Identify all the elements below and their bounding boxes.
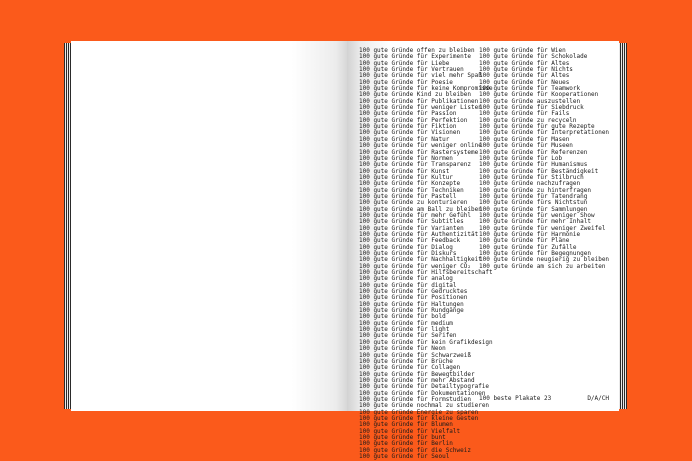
open-book bbox=[64, 41, 627, 460]
text-line: 100 gute Gründe am sich zu arbeiten bbox=[479, 262, 606, 270]
text-line: 100 gute Gründe zu konturieren bbox=[359, 199, 468, 207]
text-line: 100 gute Gründe für Harmonie bbox=[479, 230, 581, 238]
text-line: 100 gute Gründe für digital bbox=[359, 281, 457, 289]
right-page bbox=[347, 41, 619, 460]
text-line: 100 gute Gründe nachzufragen bbox=[479, 180, 581, 188]
text-line: 100 gute Gründe für Schokolade bbox=[479, 53, 588, 61]
text-line: 100 gute Gründe für Interpretationen bbox=[479, 129, 610, 137]
text-line: 100 gute Gründe für Stilbruch bbox=[479, 173, 584, 181]
text-line: 100 gute Gründe für weniger Listen bbox=[359, 104, 482, 112]
text-line: 100 gute Gründe für weniger Show bbox=[479, 211, 595, 219]
text-line: 100 gute Gründe für Visionen bbox=[359, 129, 461, 137]
text-line: 100 gute Gründe für mehr Gefühl bbox=[359, 211, 471, 219]
text-line: 100 gute Gründe für Tatendrang bbox=[479, 192, 588, 200]
text-line: 100 gute Gründe für Pastell bbox=[359, 192, 457, 200]
text-line: 100 gute Gründe fürs Nichtstun bbox=[479, 199, 588, 207]
text-line: 100 gute Gründe für Beständigkeit bbox=[479, 167, 599, 175]
text-line: 100 gute Gründe für mehr Inhalt bbox=[479, 218, 591, 226]
text-line: 100 gute Gründe für Positionen bbox=[359, 294, 468, 302]
text-line: 100 gute Gründe Kind zu bleiben bbox=[359, 91, 471, 99]
text-line: 100 gute Gründe für Schwarzweiß bbox=[359, 351, 471, 359]
text-line: 100 gute Gründe für Sammlungen bbox=[479, 205, 588, 213]
text-line: 100 gute Gründe für bold bbox=[359, 313, 446, 321]
text-line: 100 gute Gründe für Berlin bbox=[359, 440, 453, 448]
text-line: 100 gute Gründe für Neon bbox=[359, 345, 446, 353]
text-line: 100 gute Gründe für Altes bbox=[479, 72, 570, 80]
text-line: 100 gute Gründe für Nichts bbox=[479, 66, 573, 74]
text-line: 100 gute Gründe für Poesie bbox=[359, 78, 453, 86]
text-line: 100 gute Gründe für Subtitles bbox=[359, 218, 464, 226]
text-line: 100 gute Gründe für Normen bbox=[359, 154, 453, 162]
text-line: 100 gute Gründe für Neues bbox=[479, 78, 570, 86]
text-line: 100 gute Gründe für bunt bbox=[359, 433, 446, 441]
text-line: 100 gute Gründe für Nachhaltigkeit bbox=[359, 256, 482, 264]
text-line: 100 gute Gründe für Dialog bbox=[359, 243, 453, 251]
footer-region: D/A/CH bbox=[587, 395, 609, 402]
text-line: 100 gute Gründe für Humanismus bbox=[479, 161, 588, 169]
text-line: 100 gute Gründe für Gedrucktes bbox=[359, 288, 468, 296]
text-line: 100 gute Gründe am Ball zu bleiben bbox=[359, 205, 482, 213]
text-line: 100 gute Gründe für Altes bbox=[479, 59, 570, 67]
text-line: 100 gute Gründe Energie zu sparen bbox=[359, 408, 479, 416]
text-line: 100 gute Gründe für Kunst bbox=[359, 167, 450, 175]
text-line: 100 gute Gründe für Hilfsbereitschaft bbox=[359, 269, 493, 277]
text-line: 100 gute Gründe für Kooperationen bbox=[479, 91, 599, 99]
text-line: 100 gute Gründe für gute Rezepte bbox=[479, 123, 595, 131]
text-line: 100 gute Gründe neugierig zu bleiben bbox=[479, 256, 610, 264]
text-line: 100 gute Gründe für Perfektion bbox=[359, 116, 468, 124]
text-line: 100 gute Gründe für die Schweiz bbox=[359, 446, 471, 454]
text-line: 100 gute Gründe für weniger Zweifel bbox=[479, 224, 606, 232]
text-line: 100 gute Gründe für Passion bbox=[359, 110, 457, 118]
text-line: 100 gute Gründe für Liebe bbox=[359, 59, 450, 67]
text-column-2 bbox=[479, 48, 609, 270]
text-line: 100 gute Gründe für Collagen bbox=[359, 364, 461, 372]
text-line: 100 gute Gründe für Vielfalt bbox=[359, 427, 461, 435]
text-line: 100 gute Gründe für Teamwork bbox=[479, 85, 581, 93]
text-line: 100 gute Gründe für Zufälle bbox=[479, 243, 577, 251]
text-line: 100 gute Gründe für Blumen bbox=[359, 421, 453, 429]
text-line: 100 gute Gründe für Konzepte bbox=[359, 180, 461, 188]
text-column-1 bbox=[359, 48, 493, 460]
text-line: 100 gute Gründe für Transparenz bbox=[359, 161, 471, 169]
text-line: 100 gute Gründe für kleine Gesten bbox=[359, 414, 479, 422]
text-line: 100 gute Gründe für Fiktion bbox=[359, 123, 457, 131]
text-line: 100 gute Gründe für Formstudien bbox=[359, 395, 471, 403]
text-line: 100 gute Gründe für mehr Abstand bbox=[359, 376, 475, 384]
text-line: 100 gute Gründe für analog bbox=[359, 275, 453, 283]
text-line: 100 gute Gründe für Detailtypografie bbox=[359, 383, 490, 391]
text-line: 100 gute Gründe zu hinterfragen bbox=[479, 186, 591, 194]
text-line: 100 gute Gründe für Rundgänge bbox=[359, 307, 464, 315]
text-line: 100 gute Gründe für Referenzen bbox=[479, 148, 588, 156]
text-line: 100 gute Gründe für Bewegtbilder bbox=[359, 370, 475, 378]
text-line: 100 gute Gründe für Rastersysteme bbox=[359, 148, 479, 156]
text-line: 100 gute Gründe für kein Grafikdesign bbox=[359, 338, 493, 346]
text-line: 100 gute Gründe auszustellen bbox=[479, 97, 581, 105]
text-line: 100 gute Gründe für Varianten bbox=[359, 224, 464, 232]
text-line: 100 gute Gründe für weniger online bbox=[359, 142, 482, 150]
text-line: 100 gute Gründe für Pläne bbox=[479, 237, 570, 245]
text-line: 100 gute Gründe für light bbox=[359, 326, 450, 334]
text-line: 100 gute Gründe für Techniken bbox=[359, 186, 464, 194]
text-line: 100 gute Gründe für Museen bbox=[479, 142, 573, 150]
text-line: 100 gute Gründe für Serifen bbox=[359, 332, 457, 340]
text-line: 100 gute Gründe offen zu bleiben bbox=[359, 47, 475, 54]
text-line: 100 gute Gründe für Wien bbox=[479, 47, 566, 54]
text-line: 100 gute Gründe für medium bbox=[359, 319, 453, 327]
text-line: 100 gute Gründe für Vertrauen bbox=[359, 66, 464, 74]
text-line: 100 gute Gründe nochmal zu studieren bbox=[359, 402, 490, 410]
text-line: 100 gute Gründe für viel mehr Spaß bbox=[359, 72, 482, 80]
text-line: 100 gute Gründe für Publikationen bbox=[359, 97, 479, 105]
left-page-blank bbox=[71, 41, 347, 411]
text-line: 100 gute Gründe für Experimente bbox=[359, 53, 471, 61]
text-line: 100 gute Gründe für Masen bbox=[479, 135, 570, 143]
text-line: 100 gute Gründe zu recyceln bbox=[479, 116, 577, 124]
text-line: 100 gute Gründe für Lob bbox=[479, 154, 563, 162]
text-line: 100 gute Gründe für Dokumentationen bbox=[359, 389, 486, 397]
footer-title: 100 beste Plakate 23 bbox=[479, 395, 552, 402]
text-line: 100 gute Gründe für Diskurs bbox=[359, 250, 457, 257]
text-line: 100 gute Gründe für keine Kompromisse bbox=[359, 85, 493, 93]
text-line: 100 gute Gründe für Seoul bbox=[359, 453, 450, 460]
text-line: 100 gute Gründe für Fails bbox=[479, 110, 570, 118]
text-line: 100 gute Gründe für Natur bbox=[359, 135, 450, 143]
text-line: 100 gute Gründe für Begegnungen bbox=[479, 250, 591, 257]
text-line: 100 gute Gründe für Kultur bbox=[359, 173, 453, 181]
page-edges-right bbox=[619, 43, 627, 409]
text-line: 100 gute Gründe für Siebdruck bbox=[479, 104, 584, 112]
text-line: 100 gute Gründe für Feedback bbox=[359, 237, 461, 245]
text-line: 100 gute Gründe für Brüche bbox=[359, 357, 453, 365]
text-line: 100 gute Gründe für Haltungen bbox=[359, 300, 464, 308]
text-line: 100 gute Gründe für Authentizität bbox=[359, 230, 479, 238]
text-line: 100 gute Gründe für weniger CO₂ bbox=[359, 262, 471, 270]
